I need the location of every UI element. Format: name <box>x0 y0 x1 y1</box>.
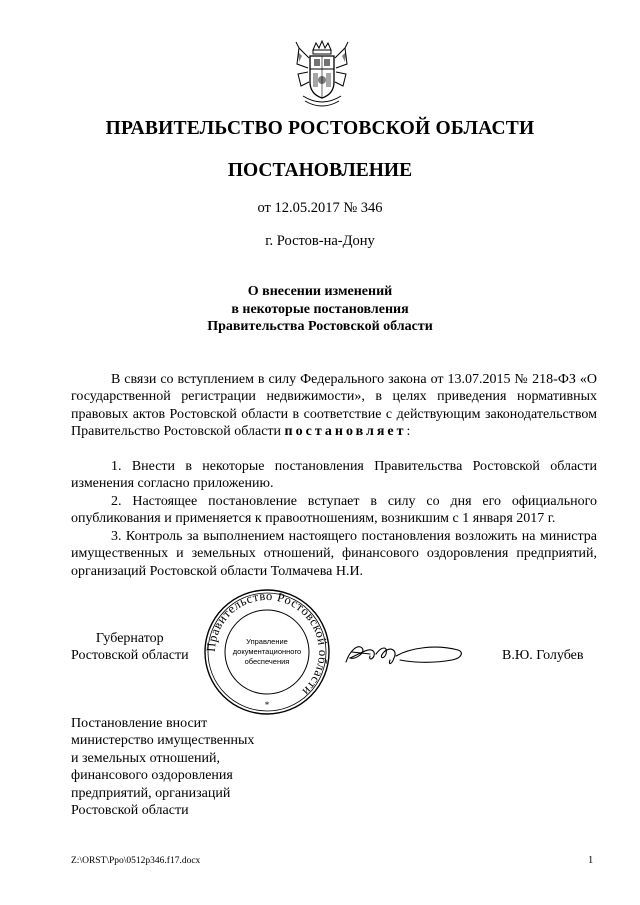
note-line-1: Постановление вносит <box>71 716 208 731</box>
subject-line-3: Правительства Ростовской области <box>207 319 433 334</box>
subject-line-1: О внесении изменений <box>247 284 393 299</box>
preamble-end: : <box>406 424 411 440</box>
item-3-paragraph: 3. Контроль за выполнением настоящего постановления возложить на министра имущественных и земельных отношений, финансового оздоровления предприятий, организаций Ростовской области Толмачева Н.И. <box>71 529 597 579</box>
preamble-keyword: постановляет <box>284 424 407 440</box>
official-stamp <box>203 588 331 716</box>
preamble-paragraph <box>71 371 597 441</box>
note-line-2: министерство имущественных <box>71 733 255 749</box>
handwritten-signature <box>340 632 470 674</box>
signatory-name: В.Ю. Голубев <box>502 648 584 663</box>
signatory-title <box>71 630 189 665</box>
note-line-5: предприятий, организаций <box>71 785 231 801</box>
item-1-paragraph: 1. Внести в некоторые постановления Правительства Ростовской области изменения согласно приложению. <box>71 459 597 492</box>
signatory-title-line-2: Ростовской области <box>71 648 189 664</box>
date-and-number: от 12.05.2017 № 346 <box>257 200 383 216</box>
city-line: г. Ростов-на-Дону <box>265 233 375 249</box>
signatory-title-line-1: Губернатор <box>95 631 164 646</box>
government-title: ПРАВИТЕЛЬСТВО РОСТОВСКОЙ ОБЛАСТИ <box>105 118 535 139</box>
footer-file-path: Z:\ORST\Ppo\0512p346.f17.docx <box>71 856 201 866</box>
note-line-4: финансового оздоровления <box>71 768 233 784</box>
stamp-inner-line-1: Управление <box>246 637 288 646</box>
note-line-6: Ростовской области <box>71 803 189 819</box>
stamp-inner-line-3: обеспечения <box>244 657 290 666</box>
subject-line-2: в некоторые постановления <box>231 301 409 317</box>
coat-of-arms-emblem <box>293 38 351 112</box>
preamble-text: В связи со вступлением в силу Федерального закона от 13.07.2015 № 218-ФЗ «О государственной регистрации недвижимости», в целях приведения нормативных правовых актов Ростовской области в соответствие с действующим законодательством Правительство Ростовской области <box>71 372 597 440</box>
note-line-3: и земельных отношений, <box>71 750 220 766</box>
stamp-star: * <box>264 700 270 710</box>
page-number: 1 <box>588 855 594 866</box>
document-type-title: ПОСТАНОВЛЕНИЕ <box>227 160 413 181</box>
stamp-inner-line-2: документационного <box>232 647 302 656</box>
item-2-paragraph: 2. Настоящее постановление вступает в силу со дня его официального опубликования и применяется к правоотношениям, возникшим с 1 января 2017 г. <box>71 494 597 527</box>
submitter-note <box>71 715 254 819</box>
document-subject <box>40 283 600 336</box>
stamp-outer-text: Правительство Ростовской области <box>203 588 331 699</box>
